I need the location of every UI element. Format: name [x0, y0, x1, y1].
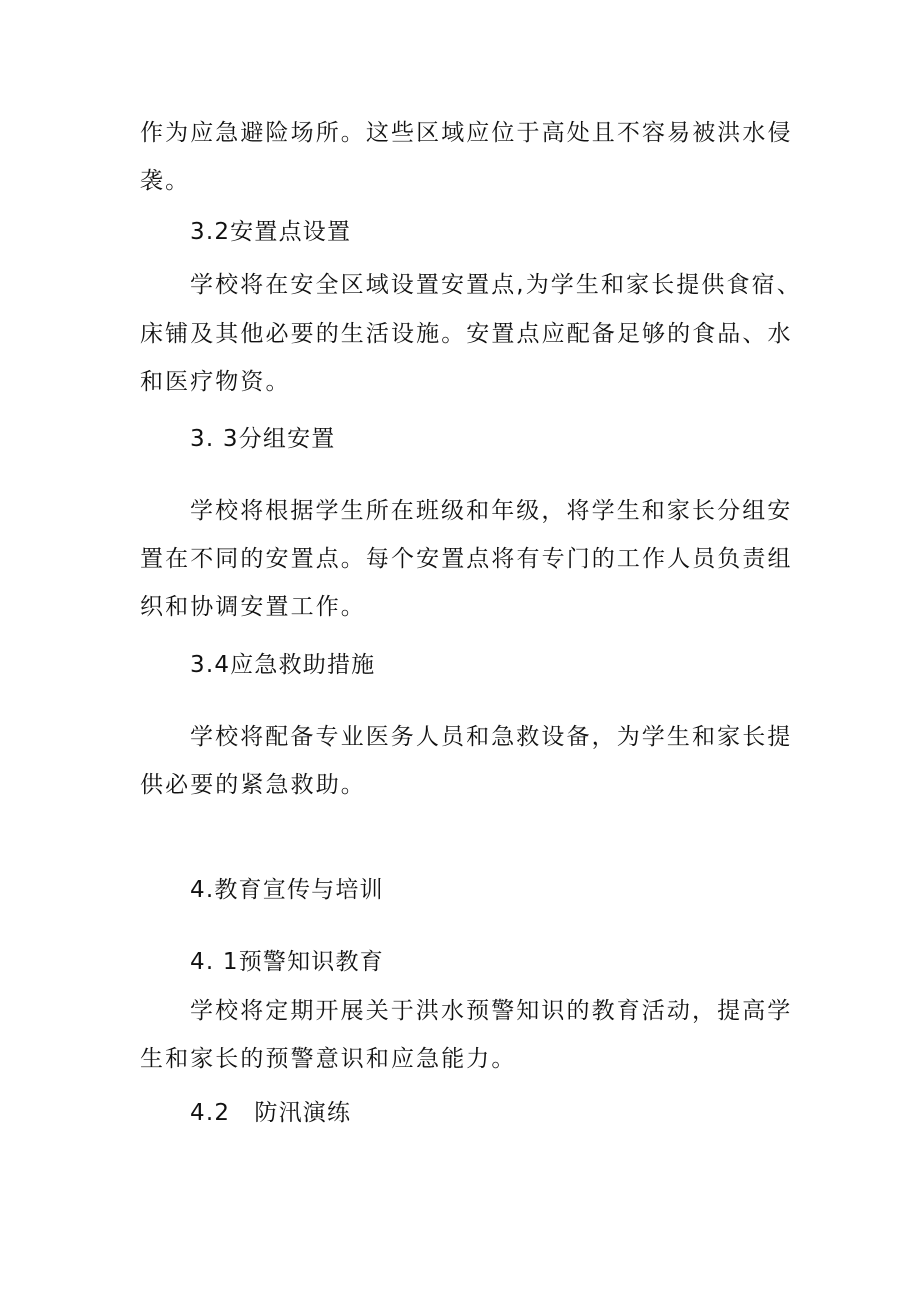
paragraph-line: 供必要的紧急救助。	[140, 772, 366, 798]
paragraph-line: 袭。	[140, 168, 191, 194]
section-heading-3-4: 3.4应急救助措施	[190, 652, 376, 678]
paragraph-line: 和医疗物资。	[140, 369, 291, 395]
paragraph-line: 织和协调安置工作。	[140, 594, 366, 620]
paragraph-line: 生和家长的预警意识和应急能力。	[140, 1046, 517, 1072]
section-heading-4: 4.教育宣传与培训	[190, 877, 384, 903]
paragraph-line: 床铺及其他必要的生活设施。安置点应配备足够的食品、水	[140, 321, 793, 347]
paragraph-line: 学校将在安全区域设置安置点,为学生和家长提供食宿、	[190, 272, 802, 298]
paragraph-line: 学校将定期开展关于洪水预警知识的教育活动，提高学	[190, 998, 793, 1024]
section-heading-4-1: 4. 1预警知识教育	[190, 949, 384, 975]
paragraph-line: 学校将根据学生所在班级和年级，将学生和家长分组安	[190, 498, 793, 524]
section-heading-3-3: 3. 3分组安置	[190, 426, 336, 452]
paragraph-line: 置在不同的安置点。每个安置点将有专门的工作人员负责组	[140, 546, 793, 572]
paragraph-line: 作为应急避险场所。这些区域应位于高处且不容易被洪水侵	[140, 120, 793, 146]
paragraph-line: 学校将配备专业医务人员和急救设备，为学生和家长提	[190, 724, 793, 750]
section-heading-3-2: 3.2安置点设置	[190, 219, 352, 245]
section-heading-4-2: 4.2 防汛演练	[190, 1100, 352, 1126]
